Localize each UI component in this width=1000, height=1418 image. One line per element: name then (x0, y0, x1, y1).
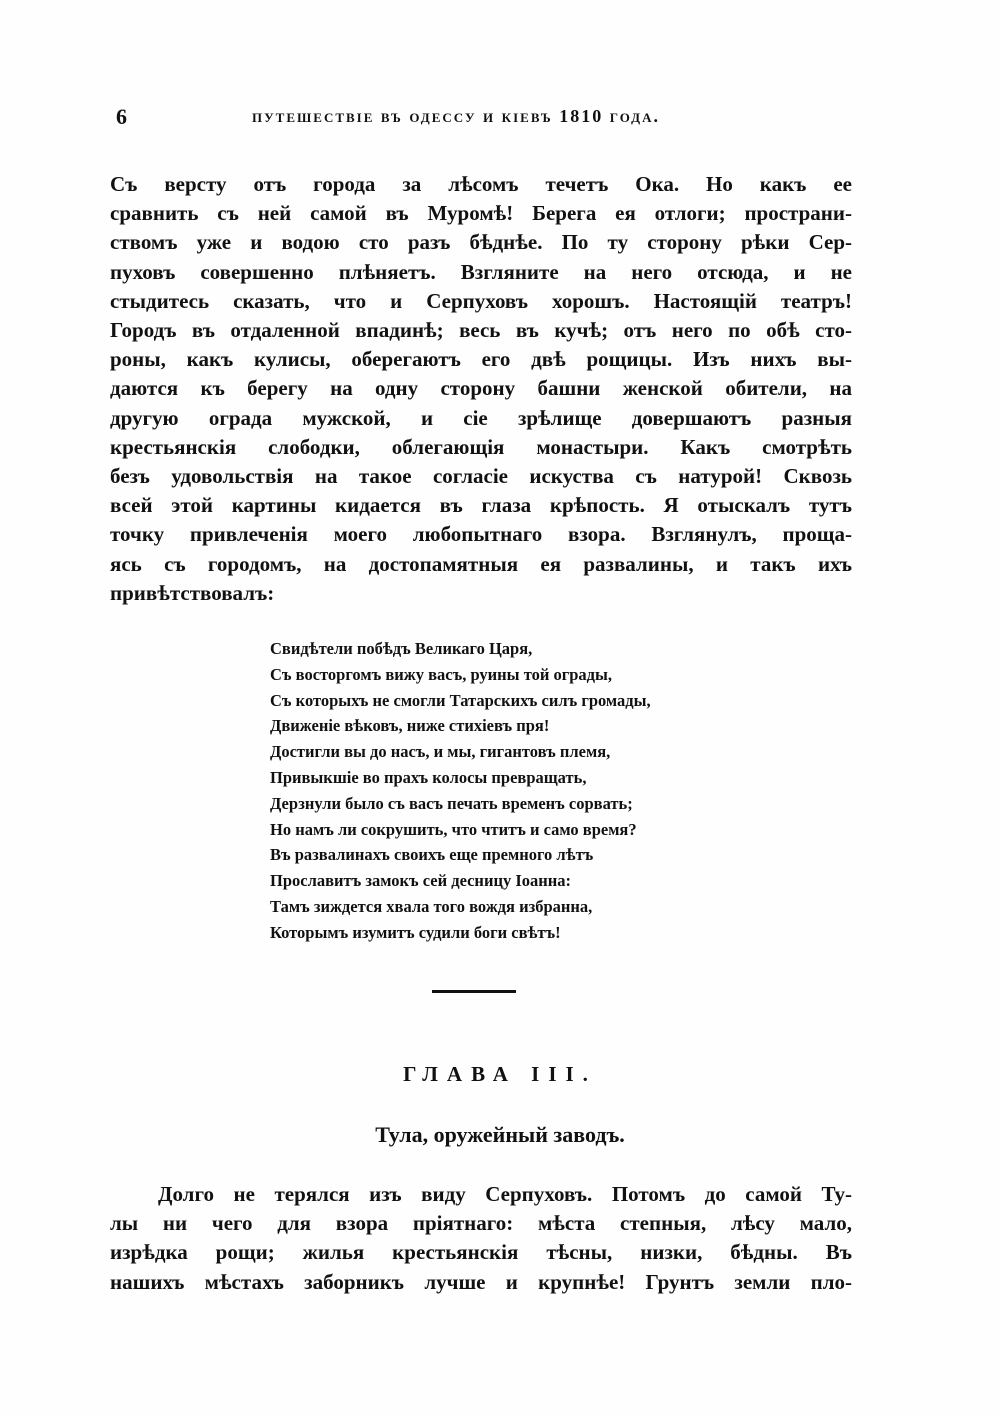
text-line: стыдитесь сказать, что и Серпуховъ хорошъ. Настоящій театръ! (110, 288, 852, 313)
text-line: другую ограда мужской, и сіе зрѣлище довершаютъ разныя (110, 405, 852, 430)
text-line: всей этой картины кидается въ глаза крѣпость. Я отыскалъ тутъ (110, 493, 852, 518)
page-number: 6 (116, 104, 127, 129)
running-title: путешествіе въ одессу и кіевъ 1810 года. (252, 106, 660, 126)
paragraph-tula (110, 1180, 852, 1297)
text-line: привѣтствовалъ: (110, 580, 275, 605)
poem-line: Но намъ ли сокрушить, что чтитъ и само время? (270, 819, 637, 839)
text-line: безъ удовольствія на такое согласіе искуства съ натурой! Сквозь (110, 464, 852, 489)
text-line: Съ версту отъ города за лѣсомъ течетъ Ока. Но какъ ее (110, 172, 852, 196)
text-line: крестьянскія слободки, облегающія монастыри. Какъ смотрѣть (110, 434, 852, 459)
text-line: роны, какъ кулисы, оберегаютъ его двѣ рощицы. Изъ нихъ вы- (110, 347, 852, 372)
poem-line: Движеніе вѣковъ, ниже стихіевъ пря! (270, 716, 550, 736)
section-divider (432, 990, 516, 993)
text-line: сравнить съ ней самой въ Муромѣ! Берега ея отлоги; пространи- (110, 201, 852, 226)
poem-line: Которымъ изумитъ судили боги свѣтъ! (270, 922, 561, 942)
poem-line: Привыкшіе во прахъ колосы превращать, (270, 767, 587, 787)
poem-line: Дерзнули было съ васъ печать временъ сорвать; (270, 793, 633, 813)
poem-line: Достигли вы до насъ, и мы, гигантовъ племя, (270, 742, 611, 762)
poem-line: Съ восторгомъ вижу васъ, руины той ограды, (270, 664, 612, 684)
running-head (116, 104, 856, 132)
text-line: точку привлеченія моего любопытнаго взора. Взглянулъ, проща- (110, 522, 852, 547)
poem-line: Въ развалинахъ своихъ еще премного лѣтъ (270, 845, 594, 865)
text-line: нашихъ мѣстахъ заборникъ лучше и крупнѣе! Грунтъ земли пло- (110, 1269, 852, 1294)
paragraph-serpukhov (110, 170, 852, 608)
poem-line: Съ которыхъ не смогли Татарскихъ силъ громады, (270, 690, 651, 710)
text-line: изрѣдка рощи; жилья крестьянскія тѣсны, низки, бѣдны. Въ (110, 1240, 852, 1265)
text-line: пуховъ совершенно плѣняетъ. Взгляните на него отсюда, и не (110, 259, 852, 284)
text-line: Долго не терялся изъ виду Серпуховъ. Потомъ до самой Ту- (158, 1182, 852, 1206)
poem (270, 636, 750, 946)
text-line: лы ни чего для взора пріятнаго: мѣста степныя, лѣсу мало, (110, 1211, 852, 1236)
text-line: ствомъ уже и водою сто разъ бѣднѣе. По ту сторону рѣки Сер- (110, 230, 852, 255)
text-line: ясь съ городомъ, на достопамятныя ея развалины, и такъ ихъ (110, 551, 852, 576)
chapter-subtitle: Тула, оружейный заводъ. (375, 1122, 625, 1147)
text-line: Городъ въ отдаленной впадинѣ; весь въ кучѣ; отъ него по обѣ сто- (110, 318, 852, 343)
poem-line: Свидѣтели побѣдъ Великаго Царя, (270, 639, 533, 658)
poem-line: Прославитъ замокъ сей десницу Іоанна: (270, 871, 572, 891)
poem-line: Тамъ зиждется хвала того вождя избранна, (270, 896, 593, 916)
text-line: даются къ берегу на одну сторону башни женской обители, на (110, 376, 852, 401)
chapter-heading: ГЛАВА III. (403, 1062, 597, 1086)
